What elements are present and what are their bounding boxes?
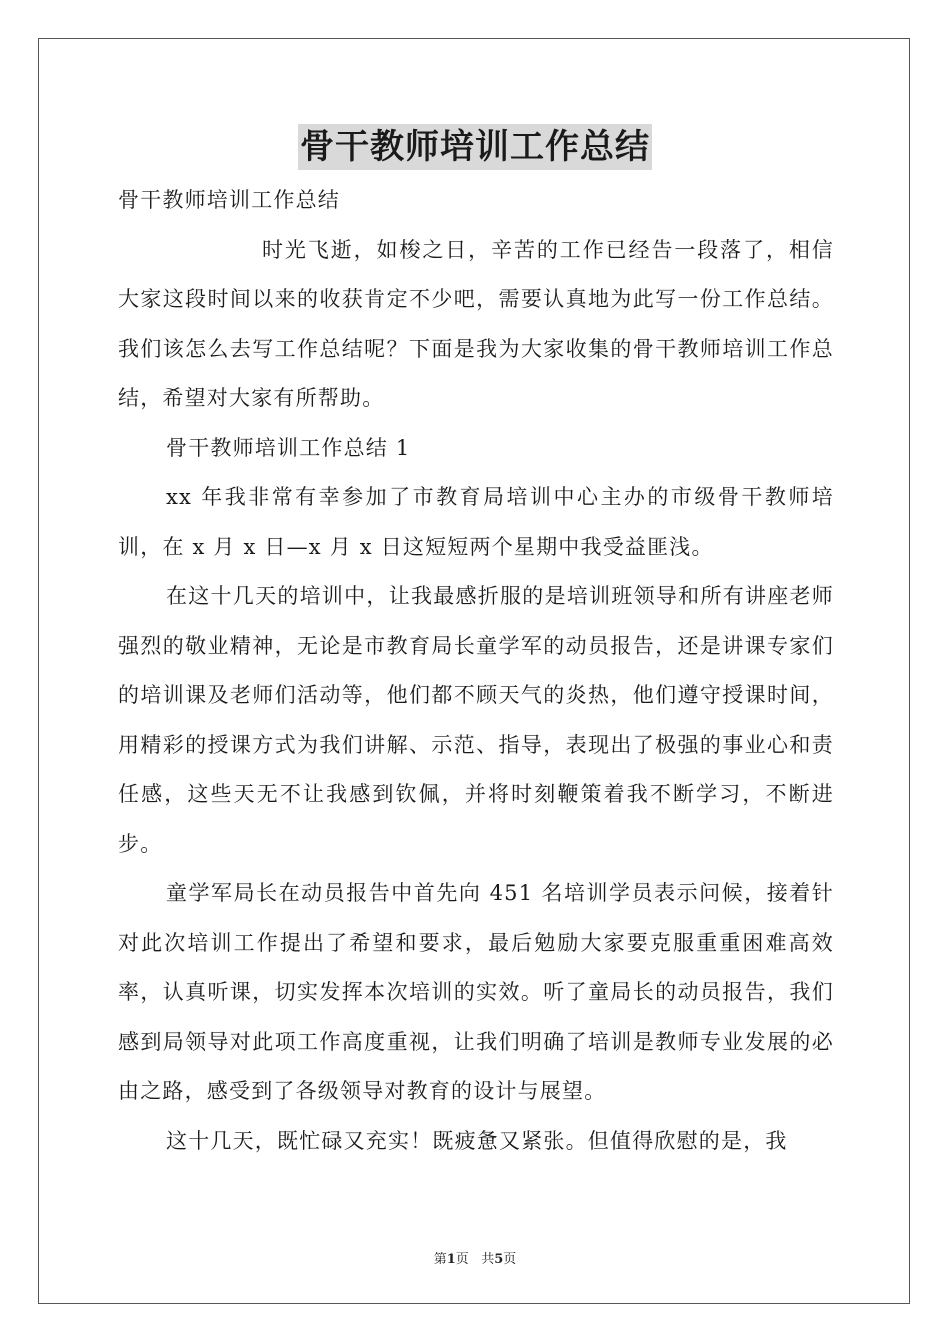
document-subtitle: 骨干教师培训工作总结 xyxy=(118,188,340,212)
total-label: 页 xyxy=(503,1252,517,1267)
total-prefix: 共 xyxy=(481,1252,495,1267)
section-heading: 骨干教师培训工作总结 1 xyxy=(166,435,411,460)
document-body xyxy=(118,176,834,1166)
title-container xyxy=(0,124,950,170)
body-paragraph: 在这十几天的培训中，让我最感折服的是培训班领导和所有讲座老师强烈的敬业精神，无论是市教育局长童学军的动员报告，还是讲课专家们的培训课及老师们活动等，他们都不顾天气的炎热，他们遵守授课时间，用精彩的授课方式为我们讲解、示范、指导，表现出了极强的事业心和责任感，这些天无不让我感到钦佩，并将时刻鞭策着我不断学习，不断进步。 xyxy=(118,584,834,856)
intro-paragraph: 时光飞逝，如梭之日，辛苦的工作已经告一段落了，相信大家这段时间以来的收获肯定不少吧，需要认真地为此写一份工作总结。我们该怎么去写工作总结呢？下面是我为大家收集的骨干教师培训工作总结，希望对大家有所帮助。 xyxy=(118,237,834,410)
body-paragraph: 童学军局长在动员报告中首先向 451 名培训学员表示问候，接着针对此次培训工作提出了希望和要求，最后勉励大家要克服重重困难高效率，认真听课，切实发挥本次培训的实效。听了童局长的动员报告，我们感到局领导对此项工作高度重视，让我们明确了培训是教师专业发展的必由之路，感受到了各级领导对教育的设计与展望。 xyxy=(118,881,834,1103)
page-label: 页 xyxy=(455,1252,469,1267)
total-pages-number: 5 xyxy=(494,1252,504,1267)
body-paragraph: 这十几天，既忙碌又充实！既疲惫又紧张。但值得欣慰的是，我 xyxy=(166,1128,788,1153)
document-title: 骨干教师培训工作总结 xyxy=(298,124,652,170)
page-footer xyxy=(0,1248,950,1267)
body-paragraph: xx 年我非常有幸参加了市教育局培训中心主办的市级骨干教师培训，在 x 月 x 日—x 月 x 日这短短两个星期中我受益匪浅。 xyxy=(118,485,834,559)
page-prefix: 第 xyxy=(433,1252,447,1267)
current-page-number: 1 xyxy=(446,1252,456,1267)
